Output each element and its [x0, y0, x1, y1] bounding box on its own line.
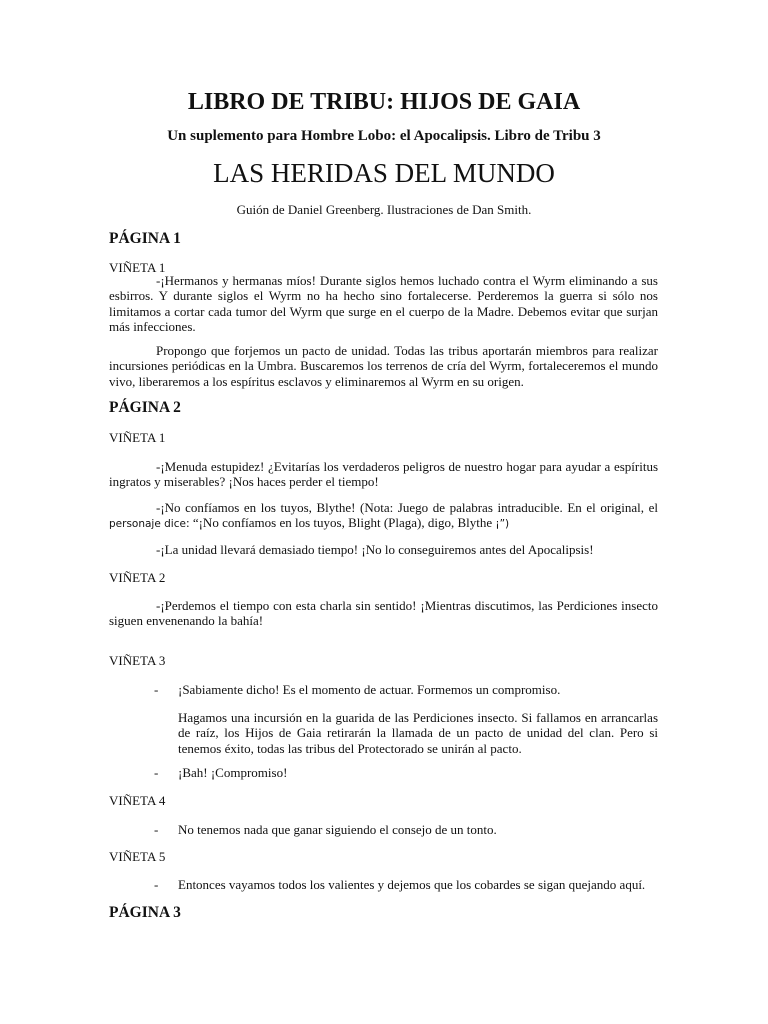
text-line: -¡Menuda estupidez! ¿Evitarías los verdaderos peligros de nuestro hogar para ayudar a espíritus [156, 459, 658, 474]
text-line: de raíz, los Hijos de Gaia retirarán la llamada de un pacto de unidad del clan. Pero si [178, 725, 658, 741]
text-line: incursiones periódicas en la Umbra. Buscaremos los terrenos de cría del Wyrm, fortaleceremos el mundo [109, 358, 658, 374]
text-line: limitamos a cortar cada tumor del Wyrm que surge en el cuerpo de la Madre. Debemos evitar que surjan [109, 303, 658, 319]
paragraph [109, 273, 658, 334]
dialogue-line [178, 822, 658, 837]
text-line: -¡La unidad llevará demasiado tiempo! ¡No lo conseguiremos antes del Apocalipsis! [156, 542, 594, 557]
vineta-label: VIÑETA 5 [109, 849, 166, 864]
document-subtitle: Un suplemento para Hombre Lobo: el Apocalipsis. Libro de Tribu 3 [167, 128, 601, 144]
dash-marker: - [154, 822, 159, 837]
dialogue-line [178, 682, 658, 697]
credits: Guión de Daniel Greenberg. Ilustraciones de Dan Smith. [236, 202, 532, 217]
dialogue-line [178, 877, 658, 892]
paragraph [109, 500, 658, 531]
dialogue-continuation [178, 710, 658, 756]
dialogue-line [178, 765, 658, 780]
text-line: ingratos y miserables? ¡Nos haces perder el tiempo! [109, 474, 379, 490]
text-fragment: : “¡No confíamos en los tuyos, Blight (Plaga), digo, Blythe [185, 515, 493, 531]
text-line: No tenemos nada que ganar siguiendo el consejo de un tonto. [178, 822, 497, 837]
text-fragment: ¡”) [495, 518, 510, 531]
text-line: -¡Perdemos el tiempo con esta charla sin sentido! ¡Mientras discutimos, las Perdiciones insecto [156, 598, 658, 613]
text-fragment: personaje dice [109, 518, 186, 531]
paragraph [109, 542, 658, 557]
text-line: esbirros. Y durante siglos el Wyrm no ha hecho sino fortalecerse. Perderemos la guerra si sólo nos [109, 288, 658, 304]
text-line: Entonces vayamos todos los valientes y dejemos que los cobardes se sigan quejando aquí. [178, 877, 646, 892]
dash-marker: - [154, 765, 159, 780]
paragraph [109, 459, 658, 490]
vineta-label: VIÑETA 1 [109, 430, 166, 445]
text-line: ¡Sabiamente dicho! Es el momento de actuar. Formemos un compromiso. [178, 682, 561, 697]
paragraph [109, 598, 658, 629]
vineta-label: VIÑETA 4 [109, 793, 166, 808]
text-line: Propongo que forjemos un pacto de unidad. Todas las tribus aportarán miembros para realizar [156, 343, 658, 358]
vineta-label: VIÑETA 1 [109, 260, 166, 275]
text-line: -¡Hermanos y hermanas míos! Durante siglos hemos luchado contra el Wyrm eliminando a sus [156, 273, 658, 288]
section-heading: LAS HERIDAS DEL MUNDO [213, 158, 555, 188]
text-line: -¡No confíamos en los tuyos, Blythe! (Nota: Juego de palabras intraducible. En el original, el [156, 500, 658, 515]
text-line [109, 515, 658, 530]
page-1-heading: PÁGINA 1 [109, 230, 181, 247]
text-line: vivo, liberaremos a los espíritus esclavos y eliminaremos al Wyrm en su origen. [109, 373, 524, 389]
vineta-label: VIÑETA 2 [109, 570, 166, 585]
text-line: siguen envenenando la bahía! [109, 613, 264, 629]
text-line: ¡Bah! ¡Compromiso! [178, 765, 288, 780]
dash-marker: - [154, 877, 159, 892]
paragraph [109, 343, 658, 389]
page-3-heading: PÁGINA 3 [109, 904, 181, 921]
text-line: más infecciones. [109, 318, 196, 334]
vineta-label: VIÑETA 3 [109, 653, 166, 668]
text-line: tenemos éxito, todas las tribus del Protectorado se unirán al pacto. [178, 740, 522, 756]
text-line: Hagamos una incursión en la guarida de las Perdiciones insecto. Si fallamos en arrancarlas [178, 710, 658, 725]
document-title: LIBRO DE TRIBU: HIJOS DE GAIA [187, 89, 581, 115]
page-2-heading: PÁGINA 2 [109, 399, 181, 416]
dash-marker: - [154, 682, 159, 697]
